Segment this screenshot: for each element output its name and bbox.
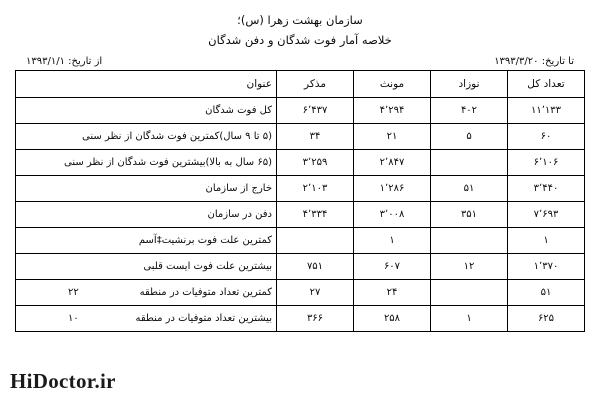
- table-row: [16, 280, 585, 306]
- cell-title: [16, 306, 277, 332]
- column-header-total: تعداد کل: [508, 71, 585, 98]
- page-title-line-1: سازمان بهشت زهرا (س)؛: [237, 13, 363, 27]
- cell-total: ۵۱: [508, 280, 585, 306]
- table-row: [16, 150, 585, 176]
- table-row: [16, 98, 585, 124]
- cell-title-text: کل فوت شدگان: [205, 105, 272, 116]
- cell-extra: ۱۰: [68, 313, 79, 324]
- cell-total: ۱: [508, 228, 585, 254]
- cell-infant: ۱۲: [431, 254, 508, 280]
- cell-infant: ۵۱: [431, 176, 508, 202]
- table-header-row: [16, 71, 585, 98]
- watermark-text: HiDoctor.ir: [10, 369, 116, 393]
- document-title-block: [14, 10, 586, 50]
- table-row: [16, 176, 585, 202]
- cell-title: [16, 176, 277, 202]
- table-body: [16, 98, 585, 332]
- cell-total: ۶۲۵: [508, 306, 585, 332]
- cell-male: ۳۶۶: [277, 306, 354, 332]
- cell-female: ۱٬۲۸۶: [354, 176, 431, 202]
- cell-infant: ۴۰۲: [431, 98, 508, 124]
- cell-total: ۶٬۱۰۶: [508, 150, 585, 176]
- cell-infant: [431, 280, 508, 306]
- statistics-table: [15, 70, 585, 332]
- cell-title-text: کمترین علت فوت برنشیت‡آسم: [138, 235, 272, 246]
- cell-female: ۳٬۰۰۸: [354, 202, 431, 228]
- table-row: [16, 124, 585, 150]
- date-from: از تاریخ: ۱۳۹۳/۱/۱: [26, 56, 103, 67]
- cell-title-text: خارج از سازمان: [205, 183, 272, 194]
- cell-infant: ۳۵۱: [431, 202, 508, 228]
- cell-male: ۳٬۲۵۹: [277, 150, 354, 176]
- cell-total: ۱۱٬۱۳۳: [508, 98, 585, 124]
- cell-title-text: دفن در سازمان: [207, 209, 272, 220]
- cell-title: [16, 254, 277, 280]
- date-range-row: [14, 56, 586, 70]
- cell-male: ۴٬۳۳۴: [277, 202, 354, 228]
- cell-extra: ۲۲: [68, 287, 79, 298]
- cell-total: ۱٬۳۷۰: [508, 254, 585, 280]
- cell-title-text: بیشترین تعداد متوفیات در منطقه: [135, 313, 272, 324]
- cell-title: [16, 124, 277, 150]
- cell-infant: ۵: [431, 124, 508, 150]
- cell-title: [16, 280, 277, 306]
- cell-male: ۷۵۱: [277, 254, 354, 280]
- table-row: [16, 202, 585, 228]
- column-header-female: مونث: [354, 71, 431, 98]
- table-row: [16, 254, 585, 280]
- cell-female: ۴٬۲۹۴: [354, 98, 431, 124]
- page-title-line-2: خلاصه آمار فوت شدگان و دفن شدگان: [208, 33, 392, 47]
- cell-female: ۲۴: [354, 280, 431, 306]
- column-header-title: عنوان: [16, 71, 277, 98]
- date-to: تا تاریخ: ۱۳۹۳/۳/۲۰: [494, 56, 574, 67]
- cell-total: ۷٬۶۹۳: [508, 202, 585, 228]
- cell-male: ۳۴: [277, 124, 354, 150]
- column-header-male: مذکر: [277, 71, 354, 98]
- cell-title: [16, 202, 277, 228]
- cell-title: [16, 150, 277, 176]
- cell-infant: [431, 150, 508, 176]
- table-header: [16, 71, 585, 98]
- table-row: [16, 306, 585, 332]
- cell-male: ۲٬۱۰۳: [277, 176, 354, 202]
- cell-female: ۲٬۸۴۷: [354, 150, 431, 176]
- cell-title: [16, 98, 277, 124]
- column-header-infant: نوزاد: [431, 71, 508, 98]
- cell-title-text: (۵ تا ۹ سال)کمترین فوت شدگان از نظر سنی: [82, 131, 272, 142]
- cell-title-text: کمترین تعداد متوفیات در منطقه: [139, 287, 272, 298]
- cell-total: ۳٬۴۴۰: [508, 176, 585, 202]
- cell-title-text: بیشترین علت فوت ایست قلبی: [143, 261, 272, 272]
- cell-total: ۶۰: [508, 124, 585, 150]
- cell-infant: ۱: [431, 306, 508, 332]
- cell-male: ۶٬۴۳۷: [277, 98, 354, 124]
- cell-female: ۶۰۷: [354, 254, 431, 280]
- cell-title-text: (۶۵ سال به بالا)بیشترین فوت شدگان از نظر سنی: [64, 157, 272, 168]
- table-row: [16, 228, 585, 254]
- cell-female: ۲۱: [354, 124, 431, 150]
- cell-female: ۱: [354, 228, 431, 254]
- cell-infant: [431, 228, 508, 254]
- cell-male: [277, 228, 354, 254]
- cell-female: ۲۵۸: [354, 306, 431, 332]
- cell-title: [16, 228, 277, 254]
- cell-male: ۲۷: [277, 280, 354, 306]
